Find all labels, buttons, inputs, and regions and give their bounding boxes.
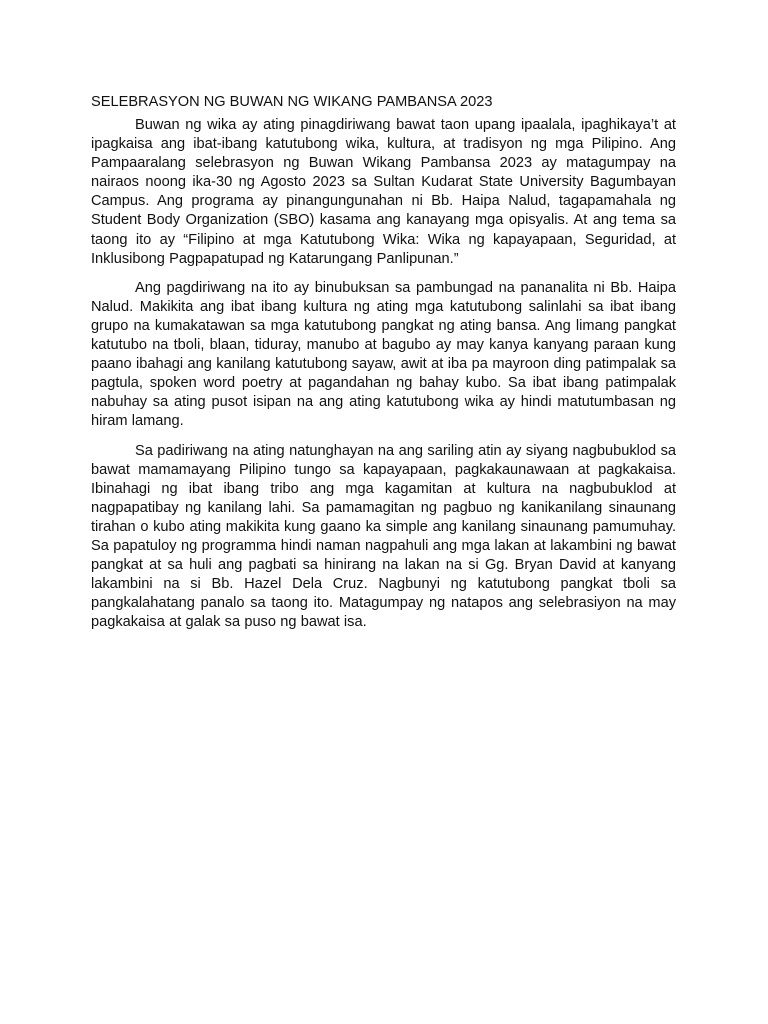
document-title: SELEBRASYON NG BUWAN NG WIKANG PAMBANSA 2023 [91,94,493,110]
paragraph-closing: Sa padiriwang na ating natunghayan na ang sariling atin ay siyang nagbubuklod sa bawat mamamayang Pilipino tungo sa kapayapaan, pagkakaunawaan at pagkakaisa. Ibinahagi ng ibat ibang tribo ang mga kagamitan at kultura na nagbubuklod at nagpapatibay ng kanilang lahi. Sa pamamagitan ng pagbuo ng kanikanilang sinaunang tirahan o kubo ating makikita kung gaano ka simple ang kanilang sinaunang pamumuhay. Sa papatuloy ng programma hindi naman nagpahuli ang mga lakan at lakambini ng bawat pangkat at sa huli ang pagbati sa hinirang na lakan na si Gg. Bryan David at kanyang lakambini na si Bb. Hazel Dela Cruz. Nagbunyi ng katutubong pangkat tboli sa pangkalahatang panalo sa taong ito. Matagumpay ng natapos ang selebrasiyon na may pagkakaisa at galak sa puso ng bawat isa. [91,442,676,631]
paragraph-opening: Ang pagdiriwang na ito ay binubuksan sa pambungad na pananalita ni Bb. Haipa Nalud. Makikita ang ibat ibang kultura ng ating mga katutubong salinlahi sa ibat ibang grupo na kumakatawan sa mga katutubong pangkat ng ating bansa. Ang limang pangkat katutubo na tboli, blaan, tiduray, manubo at bagubo ay may kanya kanyang paraan kung paano ibahagi ang kanilang katutubong sayaw, awit at iba pa mayroon ding patimpalak sa pagtula, spoken word poetry at pagandahan ng bahay kubo. Sa ibat ibang patimpalak nabuhay sa ating pusot isipan na ang ating katutubong wika ay hindi matutumbasan ng hiram lamang. [91,279,676,430]
paragraph-intro: Buwan ng wika ay ating pinagdiriwang bawat taon upang ipaalala, ipaghikaya’t at ipagkaisa ang ibat-ibang katutubong wika, kultura, at tradisyon ng mga Pilipino. Ang Pampaaralang selebrasyon ng Buwan Wikang Pambansa 2023 ay matagumpay na nairaos noong ika-30 ng Agosto 2023 sa Sultan Kudarat State University Bagumbayan Campus. Ang programa ay pinangungunahan ni Bb. Haipa Nalud, tagapamahala ng Student Body Organization (SBO) kasama ang kanayang mga opisyalis. At ang tema sa taong ito ay “Filipino at mga Katutubong Wika: Wika ng kapayapaan, Seguridad, at Inklusibong Pagpapatupad ng Katarungang Panlipunan.” [91,117,676,267]
document-body [91,93,676,642]
